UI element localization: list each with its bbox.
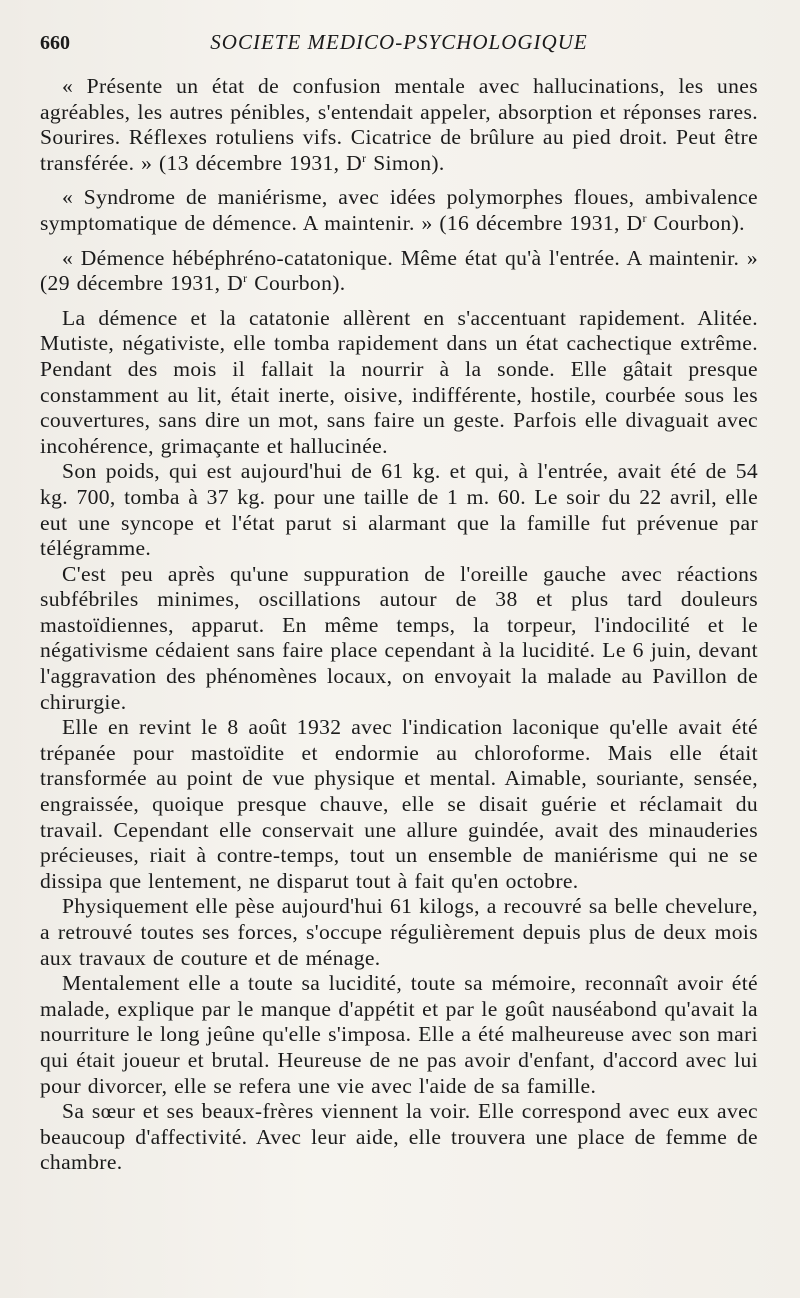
paragraph-mental: Mentalement elle a toute sa lucidité, toute sa mémoire, reconnaît avoir été malade, explique par le manque d'appétit et par le goût nauséabond qu'avait la nourriture le long jeûne qu'elle s'imposa. Elle a été malheureuse avec son mari qui était joueur et brutal. Heureuse de ne pas avoir d'enfant, d'accord avec lui pour divorcer, elle se refera une vie avec l'aide de sa famille. <box>40 971 758 1098</box>
paragraph-suppuration: C'est peu après qu'une suppuration de l'oreille gauche avec réactions subfébriles minimes, oscillations autour de 38 et plus tard douleurs mastoïdiennes, apparut. En même temps, la torpeur, l'indocilité et le négativisme cédaient sans faire place cependant à la lucidité. Le 6 juin, devant l'aggravation des phénomènes locaux, on envoyait la malade au Pavillon de chirurgie. <box>40 561 758 714</box>
quote-paragraph-3: « Démence hébéphréno-catatonique. Même état qu'à l'entrée. A maintenir. » (29 décembre 1931, $D^r$ Courbon). <box>40 245 758 296</box>
page-header <box>40 28 758 64</box>
running-title: SOCIETE MEDICO-PSYCHOLOGIQUE <box>210 30 588 54</box>
paragraph-family: Sa sœur et ses beaux-frères viennent la voir. Elle correspond avec eux avec beaucoup d'affectivité. Avec leur aide, elle trouvera une place de femme de chambre. <box>40 1099 758 1175</box>
quote-paragraph-1: « Présente un état de confusion mentale avec hallucinations, les unes agréables, les autres pénibles, s'entendait appeler, absorption et réponses rares. Sourires. Réflexes rotuliens vifs. Cicatrice de brûlure au pied droit. Peut être transférée. » (13 décembre 1931, $D^r$ Simon). <box>40 74 758 175</box>
paragraph-physical: Physiquement elle pèse aujourd'hui 61 kilogs, a recouvré sa belle chevelure, a retrouvé toutes ses forces, s'occupe régulièrement depuis plus de deux mois aux travaux de couture et de ménage. <box>40 894 758 970</box>
body-text <box>40 74 758 1176</box>
page-number: 660 <box>40 32 70 54</box>
paragraph-weight: Son poids, qui est aujourd'hui de 61 kg. et qui, à l'entrée, avait été de 54 kg. 700, tomba à 37 kg. pour une taille de 1 m. 60. Le soir du 22 avril, elle eut une syncope et l'état parut si alarmant que la famille fut prévenue par télégramme. <box>40 459 758 561</box>
quote-paragraph-2: « Syndrome de maniérisme, avec idées polymorphes floues, ambivalence symptomatique de démence. A maintenir. » (16 décembre 1931, $D^r$ Courbon). <box>40 185 758 235</box>
paragraph-catatonia: La démence et la catatonie allèrent en s'accentuant rapidement. Alitée. Mutiste, négativiste, elle tomba rapidement dans un état cachectique extrême. Pendant des mois il fallait la nourrir à la sonde. Elle gâtait presque constamment au lit, était inerte, oisive, indifférente, hostile, courbée sous les couvertures, sans dire un mot, sans faire un geste. Parfois elle divaguait avec incohérence, grimaçante et hallucinée. <box>40 305 758 458</box>
paragraph-return: Elle en revint le 8 août 1932 avec l'indication laconique qu'elle avait été trépanée pour mastoïdite et endormie au chloroforme. Mais elle était transformée au point de vue physique et mental. Aimable, souriante, sensée, engraissée, quoique presque chauve, elle se disait guérie et réclamait du travail. Cependant elle conservait une allure guindée, avait des minauderies précieuses, riait à contre-temps, tout un ensemble de maniérisme qui ne se dissipa que lentement, ne disparut tout à fait qu'en octobre. <box>40 715 758 893</box>
